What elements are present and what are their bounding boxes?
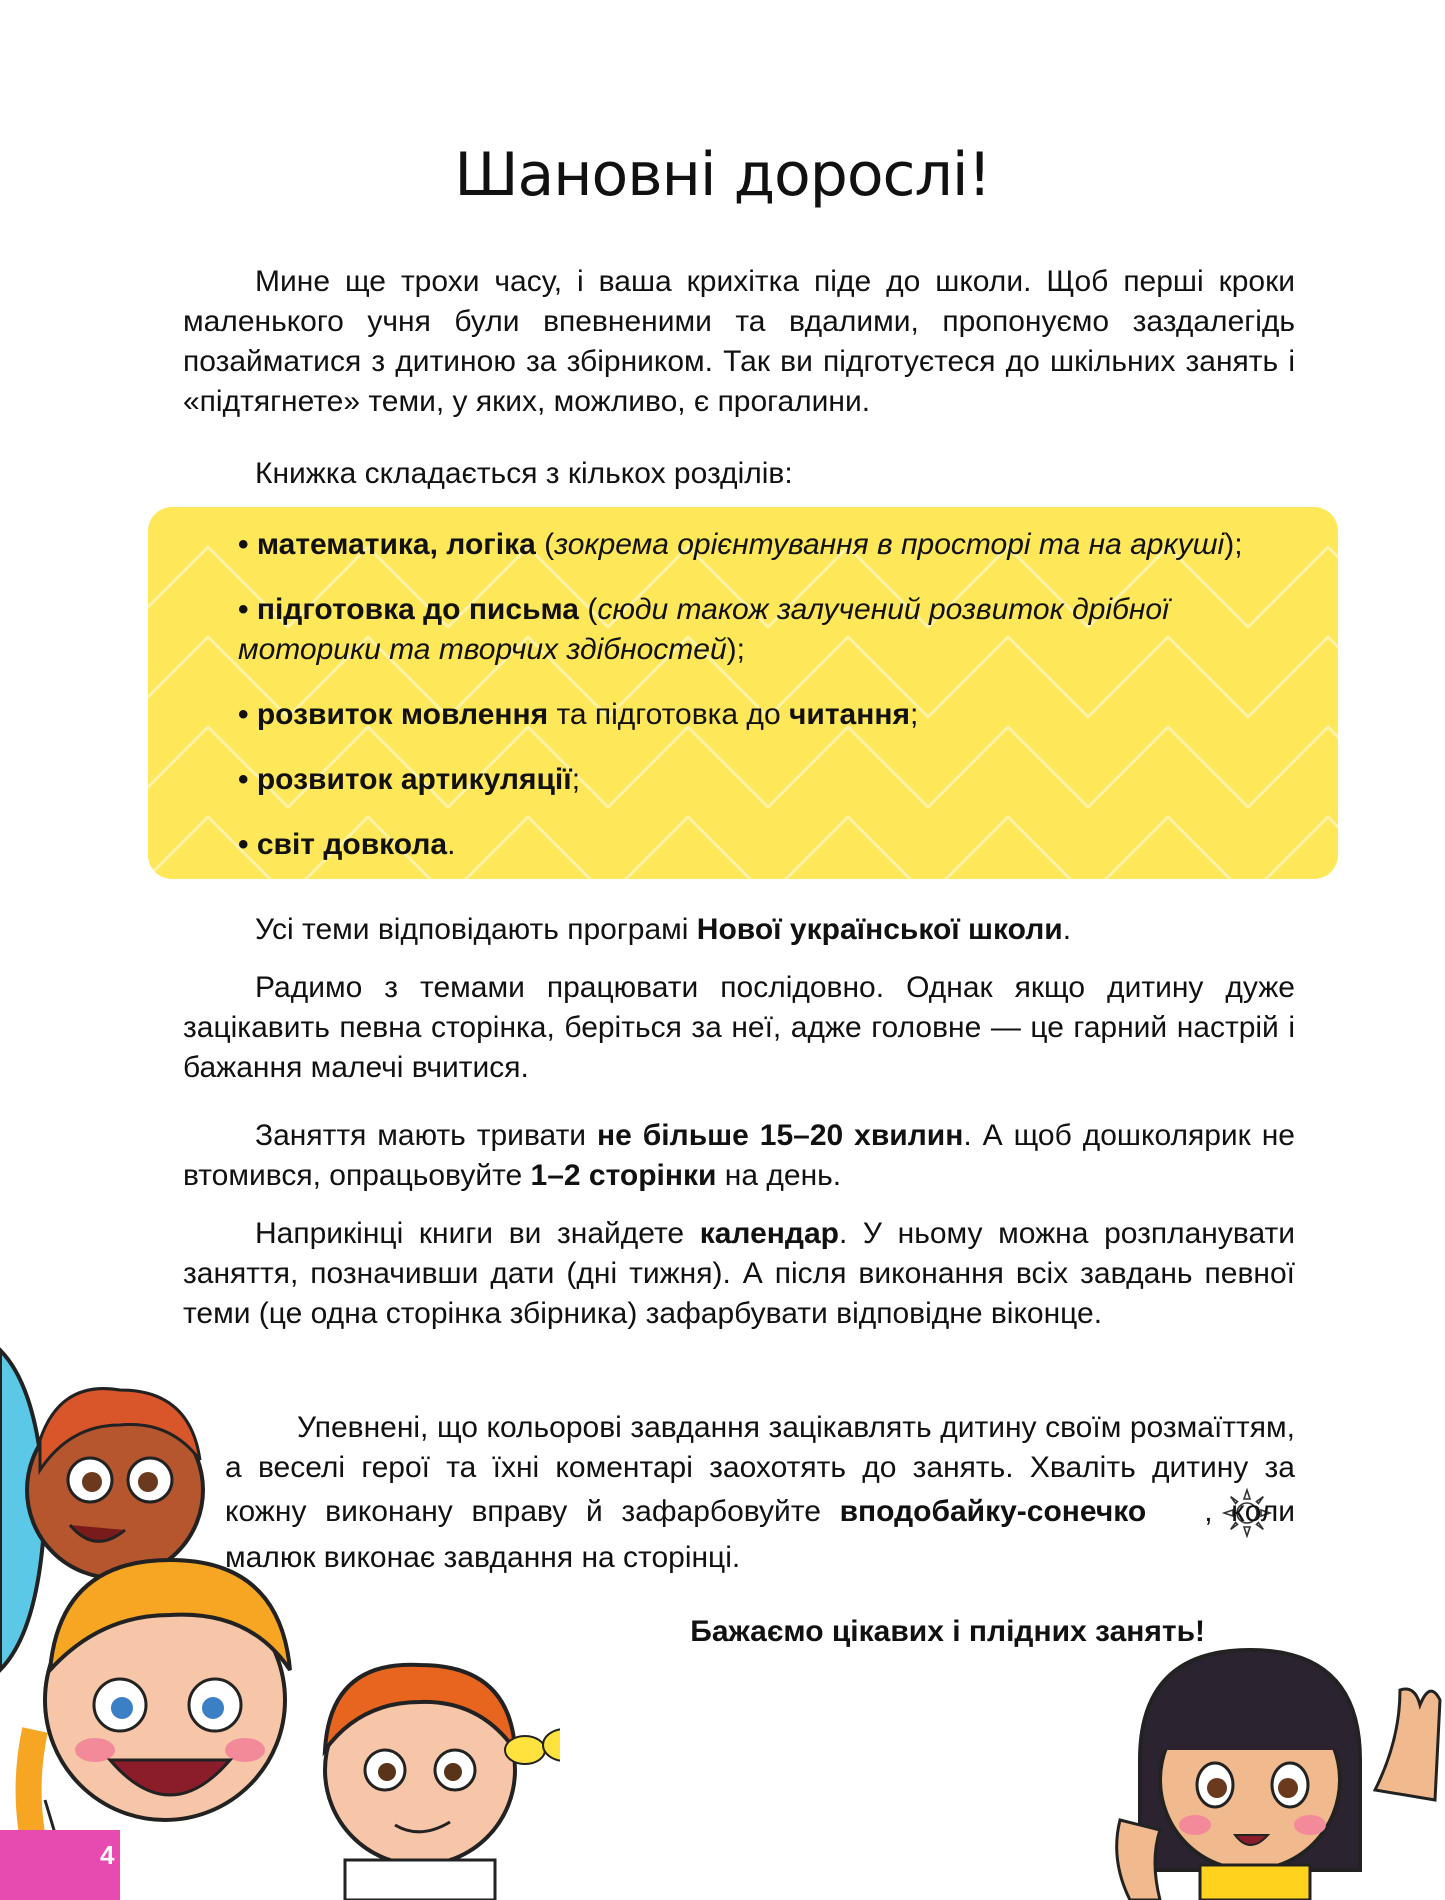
sections-lead: Книжка складається з кількох розділів: [255,457,793,490]
list-item: • розвиток артикуляції; [238,763,581,796]
advice-paragraph: Радимо з темами працювати послідовно. Однак якщо дитину дуже зацікавить певна сторінка, беріться за неї, адже головне — це гарний настрій і бажання малечі вчитися. [183,971,1295,1084]
sections-list [238,525,1298,879]
closing-wish: Бажаємо цікавих і плідних занять! [690,1615,1205,1648]
list-item: • математика, логіка (зокрема орієнтування в просторі та на аркуші); [238,528,1243,561]
list-item: • світ довкола. [238,828,456,861]
nus-paragraph: Усі теми відповідають програмі Нової української школи. [255,913,1072,946]
sections-box [148,507,1338,879]
children-illustration-left [0,1330,560,1900]
page-number: 4 [100,1840,115,1870]
calendar-paragraph: Наприкінці книги ви знайдете календар. У ньому можна розпланувати заняття, позначивши дати (дні тижня). А після виконання всіх завдань певної теми (це одна сторінка збірника) зафарбувати відповідне віконце. [183,1217,1295,1330]
intro-paragraph: Мине ще трохи часу, і ваша крихітка піде до школи. Щоб перші кроки маленького учня були впевненими та вдалими, пропонуємо заздалегідь позайматися з дитиною за збірником. Так ви підготуєтеся до шкільних занять і «підтягнете» теми, у яких, можливо, є прогалини. [183,265,1295,418]
page-title: Шановні дорослі! [454,140,991,210]
list-item: • розвиток мовлення та підготовка до читання; [238,698,919,731]
duration-paragraph: Заняття мають тривати не більше 15–20 хвилин. А щоб дошколярик не втомився, опрацьовуйте 1–2 сторінки на день. [183,1119,1295,1192]
list-item: • підготовка до письма (сюди також залучений розвиток дрібної моторики та творчих здібностей); [238,593,1169,666]
sun-icon [1150,1488,1200,1538]
girl-illustration-right [1100,1620,1445,1900]
confident-paragraph: Упевнені, що кольорові завдання зацікавлять дитину своїм розмаїттям, а веселі герої та їхні коментарі заохотять до занять. Хваліть дитину за кожну виконану вправу й зафарбовуйте вподобайку-сонечко , коли малюк виконає завдання на сторінці. [225,1411,1296,1574]
